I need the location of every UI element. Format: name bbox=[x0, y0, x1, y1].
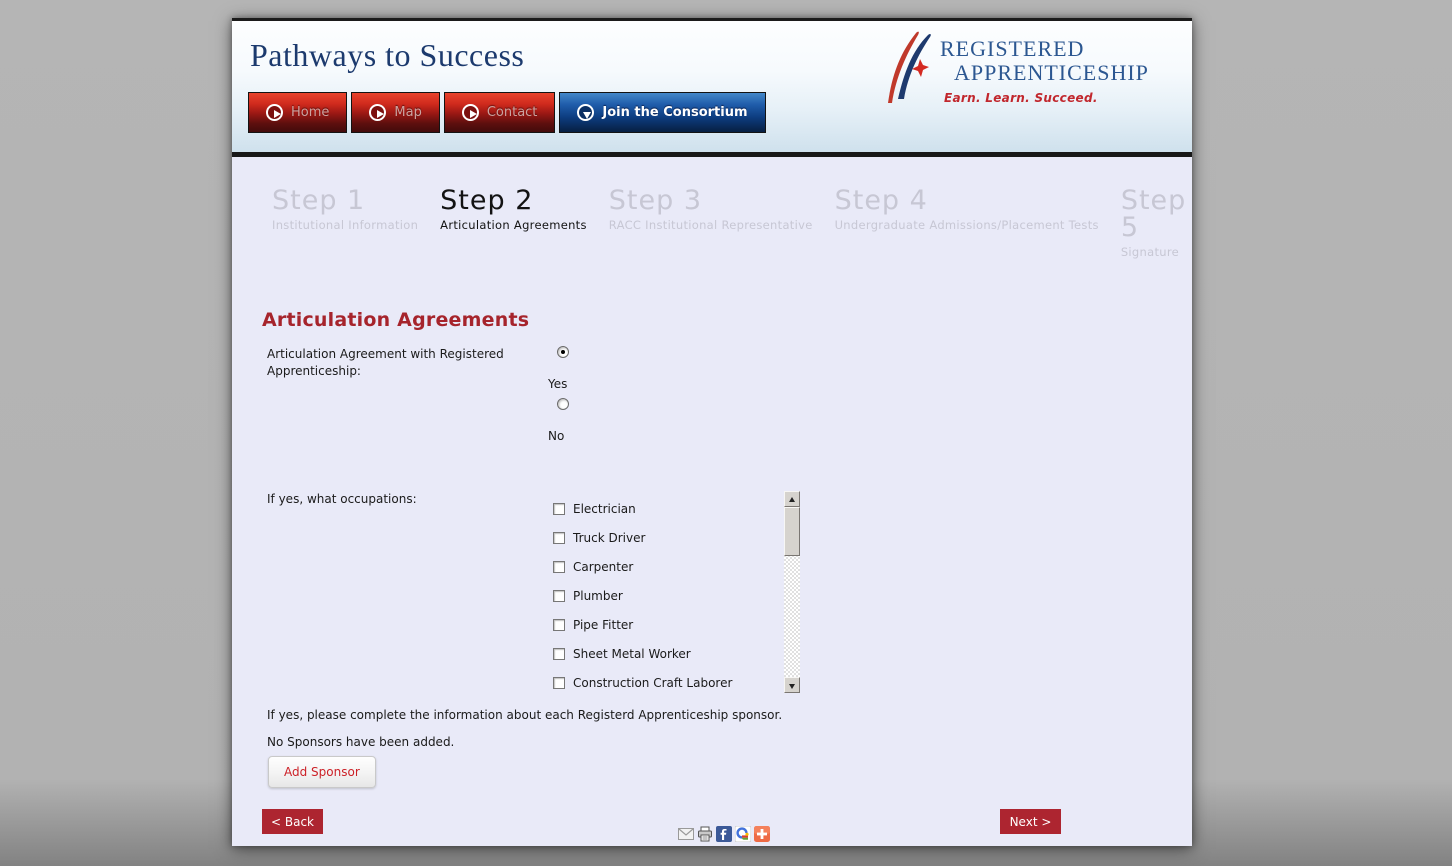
occupation-checkbox[interactable] bbox=[553, 532, 565, 544]
step-3-title: Step 3 bbox=[608, 185, 703, 216]
print-icon[interactable] bbox=[697, 826, 713, 842]
step-1-title: Step 1 bbox=[272, 185, 366, 216]
step-2-title: Step 2 bbox=[440, 185, 534, 216]
occupation-checkbox[interactable] bbox=[553, 503, 565, 515]
occupation-checkbox[interactable] bbox=[553, 677, 565, 689]
nav-contact-button[interactable] bbox=[444, 92, 556, 133]
occupation-label: Truck Driver bbox=[573, 530, 646, 545]
occupation-label: Carpenter bbox=[573, 559, 634, 574]
site-header bbox=[232, 21, 1192, 152]
occupation-label: Plumber bbox=[573, 588, 623, 603]
nav-home-label: Home bbox=[291, 105, 330, 120]
no-radio-label: No bbox=[548, 429, 565, 443]
add-sponsor-button[interactable]: Add Sponsor bbox=[268, 756, 376, 788]
main-navigation bbox=[248, 92, 766, 133]
occupation-list-item bbox=[553, 523, 784, 552]
registered-apprenticeship-logo bbox=[882, 25, 1162, 111]
occupation-label: Construction Craft Laborer bbox=[573, 675, 733, 690]
occupation-label: Electrician bbox=[573, 501, 636, 516]
sponsor-instruction-text: If yes, please complete the information about each Registerd Apprenticeship sponsor. bbox=[267, 708, 783, 722]
logo-line1: REGISTERED bbox=[940, 36, 1085, 61]
site-title: Pathways to Success bbox=[250, 37, 525, 73]
nav-contact-label: Contact bbox=[486, 105, 538, 120]
occupation-checkbox[interactable] bbox=[553, 561, 565, 573]
nav-join-consortium-button[interactable] bbox=[559, 92, 765, 133]
section-heading: Articulation Agreements bbox=[262, 309, 530, 331]
occupation-checkbox[interactable] bbox=[553, 619, 565, 631]
nav-map-button[interactable] bbox=[351, 92, 439, 133]
occupation-checkbox[interactable] bbox=[553, 648, 565, 660]
scrollbar-up-arrow[interactable] bbox=[784, 491, 800, 507]
occupation-list-item bbox=[553, 639, 784, 668]
step-4-caption: Undergraduate Admissions/Placement Tests bbox=[834, 218, 1099, 232]
occupations-question-row bbox=[267, 491, 1192, 693]
logo-line2: APPRENTICESHIP bbox=[954, 60, 1149, 86]
yes-radio-label: Yes bbox=[548, 377, 568, 391]
occupation-list-item bbox=[553, 552, 784, 581]
back-button[interactable]: < Back bbox=[262, 809, 323, 834]
occupations-scrollbar bbox=[784, 491, 800, 693]
logo-wordmark bbox=[940, 37, 1149, 85]
step-wizard bbox=[232, 157, 1192, 259]
form-content bbox=[232, 157, 1192, 846]
google-bookmark-icon[interactable] bbox=[735, 826, 751, 842]
email-icon[interactable] bbox=[678, 826, 694, 842]
radio-option-yes bbox=[548, 346, 569, 391]
occupations-list bbox=[553, 494, 784, 697]
step-2-indicator bbox=[440, 187, 587, 259]
occupations-question-label: If yes, what occupations: bbox=[267, 492, 417, 506]
agreement-question-label: Articulation Agreement with Registered Apprenticeship: bbox=[267, 347, 504, 379]
sponsor-status-text: No Sponsors have been added. bbox=[267, 735, 455, 749]
step-2-caption: Articulation Agreements bbox=[440, 218, 587, 232]
occupation-list-item bbox=[553, 494, 784, 523]
facebook-icon[interactable] bbox=[716, 826, 732, 842]
next-button[interactable]: Next > bbox=[1000, 809, 1061, 834]
scrollbar-thumb[interactable] bbox=[784, 507, 800, 556]
addthis-share-icon[interactable] bbox=[754, 826, 770, 842]
occupation-checkbox[interactable] bbox=[553, 590, 565, 602]
step-1-caption: Institutional Information bbox=[272, 218, 419, 232]
agreement-question-row bbox=[267, 346, 1192, 450]
no-radio-button[interactable] bbox=[557, 398, 569, 410]
yes-radio-button[interactable] bbox=[557, 346, 569, 358]
chevron-down-circle-icon bbox=[577, 104, 594, 121]
occupation-list-item bbox=[553, 610, 784, 639]
radio-option-no bbox=[548, 398, 569, 443]
share-toolbar bbox=[232, 826, 1192, 842]
step-5-caption: Signature bbox=[1120, 245, 1180, 259]
step-5-title: Step 5 bbox=[1120, 185, 1187, 243]
browser-page bbox=[232, 18, 1192, 846]
occupation-list-item bbox=[553, 668, 784, 697]
step-4-title: Step 4 bbox=[834, 185, 928, 216]
nav-map-label: Map bbox=[394, 105, 422, 120]
nav-home-button[interactable] bbox=[248, 92, 347, 133]
step-5-indicator bbox=[1121, 187, 1192, 259]
occupation-list-item bbox=[553, 581, 784, 610]
step-3-indicator bbox=[609, 187, 813, 259]
occupations-listbox bbox=[553, 491, 800, 693]
logo-swoosh-icon bbox=[882, 29, 938, 105]
nav-join-label: Join the Consortium bbox=[602, 105, 748, 120]
play-circle-icon bbox=[266, 104, 283, 121]
logo-tagline: Earn. Learn. Succeed. bbox=[944, 91, 1098, 105]
play-circle-icon bbox=[369, 104, 386, 121]
occupation-label: Pipe Fitter bbox=[573, 617, 634, 632]
scrollbar-down-arrow[interactable] bbox=[784, 677, 800, 693]
step-3-caption: RACC Institutional Representative bbox=[608, 218, 813, 232]
play-circle-icon bbox=[462, 104, 479, 121]
agreement-radio-group bbox=[548, 346, 569, 450]
step-1-indicator bbox=[272, 187, 418, 259]
step-4-indicator bbox=[835, 187, 1099, 259]
occupation-label: Sheet Metal Worker bbox=[573, 646, 691, 661]
